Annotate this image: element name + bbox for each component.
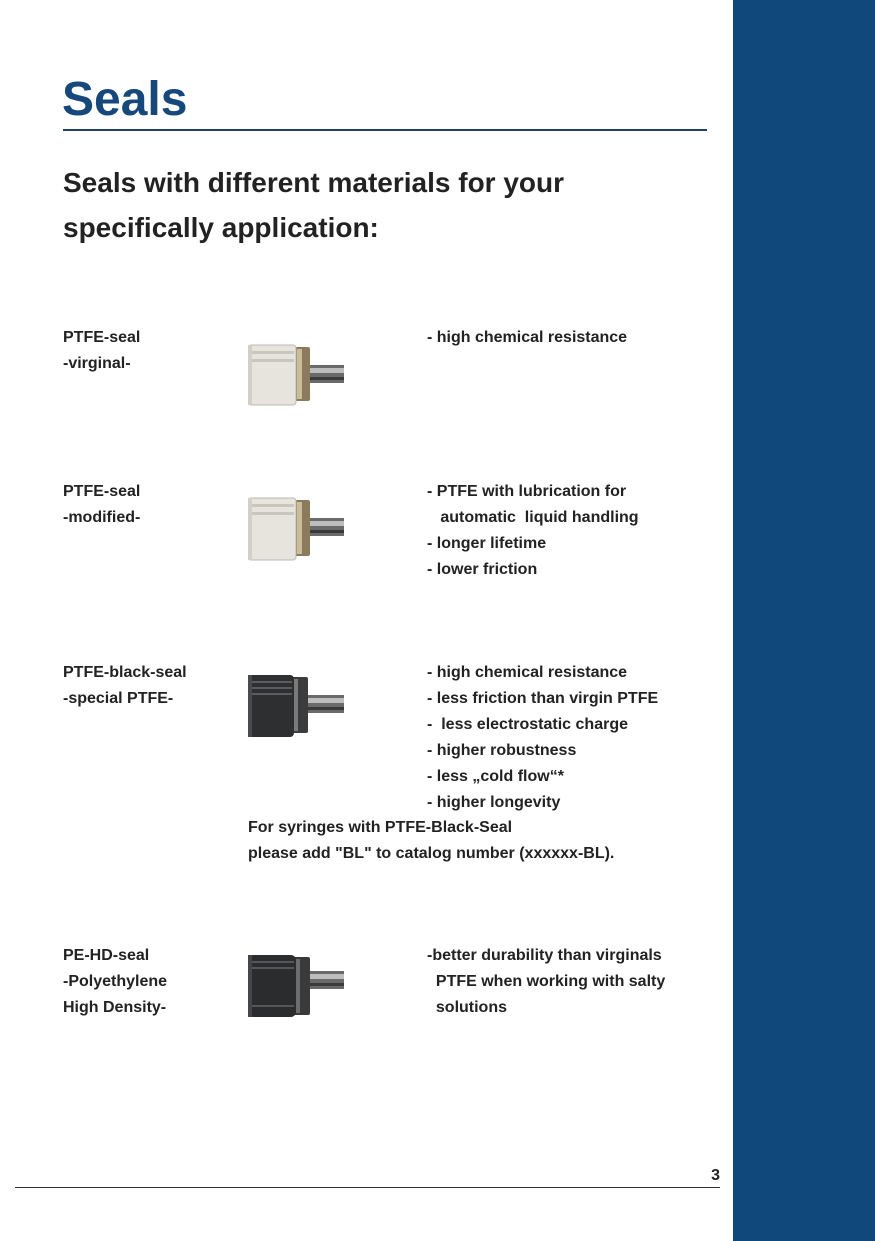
subtitle-line: Seals with different materials for your [63, 167, 565, 198]
feature-item: - high chemical resistance [427, 664, 628, 681]
seal-variant: -Polyethylene [63, 973, 168, 990]
seal-label-pe-hd [63, 943, 233, 1021]
feature-item: - high chemical resistance [427, 329, 628, 346]
feature-item: - less „cold flow“* [427, 768, 564, 785]
feature-item: -better durability than virginals [427, 947, 662, 964]
feature-item: - lower friction [427, 561, 538, 578]
seal-variant: -modified- [63, 509, 141, 526]
page-number: 3 [711, 1167, 720, 1184]
seal-name: PE-HD-seal [63, 947, 150, 964]
page-subtitle [63, 160, 703, 250]
seal-label-ptfe-modified [63, 479, 233, 531]
footer-divider [15, 1187, 720, 1188]
seal-name: PTFE-black-seal [63, 664, 187, 681]
seal-name: PTFE-seal [63, 329, 141, 346]
seal-label-ptfe-virginal [63, 325, 233, 377]
seal-label-ptfe-black [63, 660, 233, 712]
white-ptfe-seal-photo [248, 496, 344, 562]
black-seal-order-note [248, 815, 728, 867]
black-ptfe-seal-photo [248, 673, 344, 739]
seal-variant: -virginal- [63, 355, 131, 372]
seal-variant: -special PTFE- [63, 690, 174, 707]
feature-item: PTFE when working with salty [427, 973, 666, 990]
feature-item: - longer lifetime [427, 535, 547, 552]
feature-item: - PTFE with lubrication for [427, 483, 627, 500]
feature-item: - higher robustness [427, 742, 577, 759]
subtitle-line: specifically application: [63, 212, 379, 243]
features-pe-hd [427, 943, 727, 1021]
title-divider [63, 129, 707, 131]
seal-name: PTFE-seal [63, 483, 141, 500]
black-pehd-seal-photo [248, 953, 344, 1019]
feature-item: solutions [427, 999, 507, 1016]
feature-item: - higher longevity [427, 794, 561, 811]
blue-sidebar [733, 0, 875, 1241]
seal-variant: High Density- [63, 999, 167, 1016]
features-ptfe-virginal [427, 325, 727, 351]
feature-item: - less electrostatic charge [427, 716, 628, 733]
feature-item: automatic liquid handling [427, 509, 639, 526]
page-title: Seals [62, 73, 188, 126]
features-ptfe-black [427, 660, 727, 816]
note-line: For syringes with PTFE-Black-Seal [248, 819, 513, 836]
feature-item: - less friction than virgin PTFE [427, 690, 659, 707]
features-ptfe-modified [427, 479, 727, 583]
white-ptfe-seal-photo [248, 341, 344, 407]
note-line: please add "BL" to catalog number (xxxxxx-BL). [248, 845, 615, 862]
